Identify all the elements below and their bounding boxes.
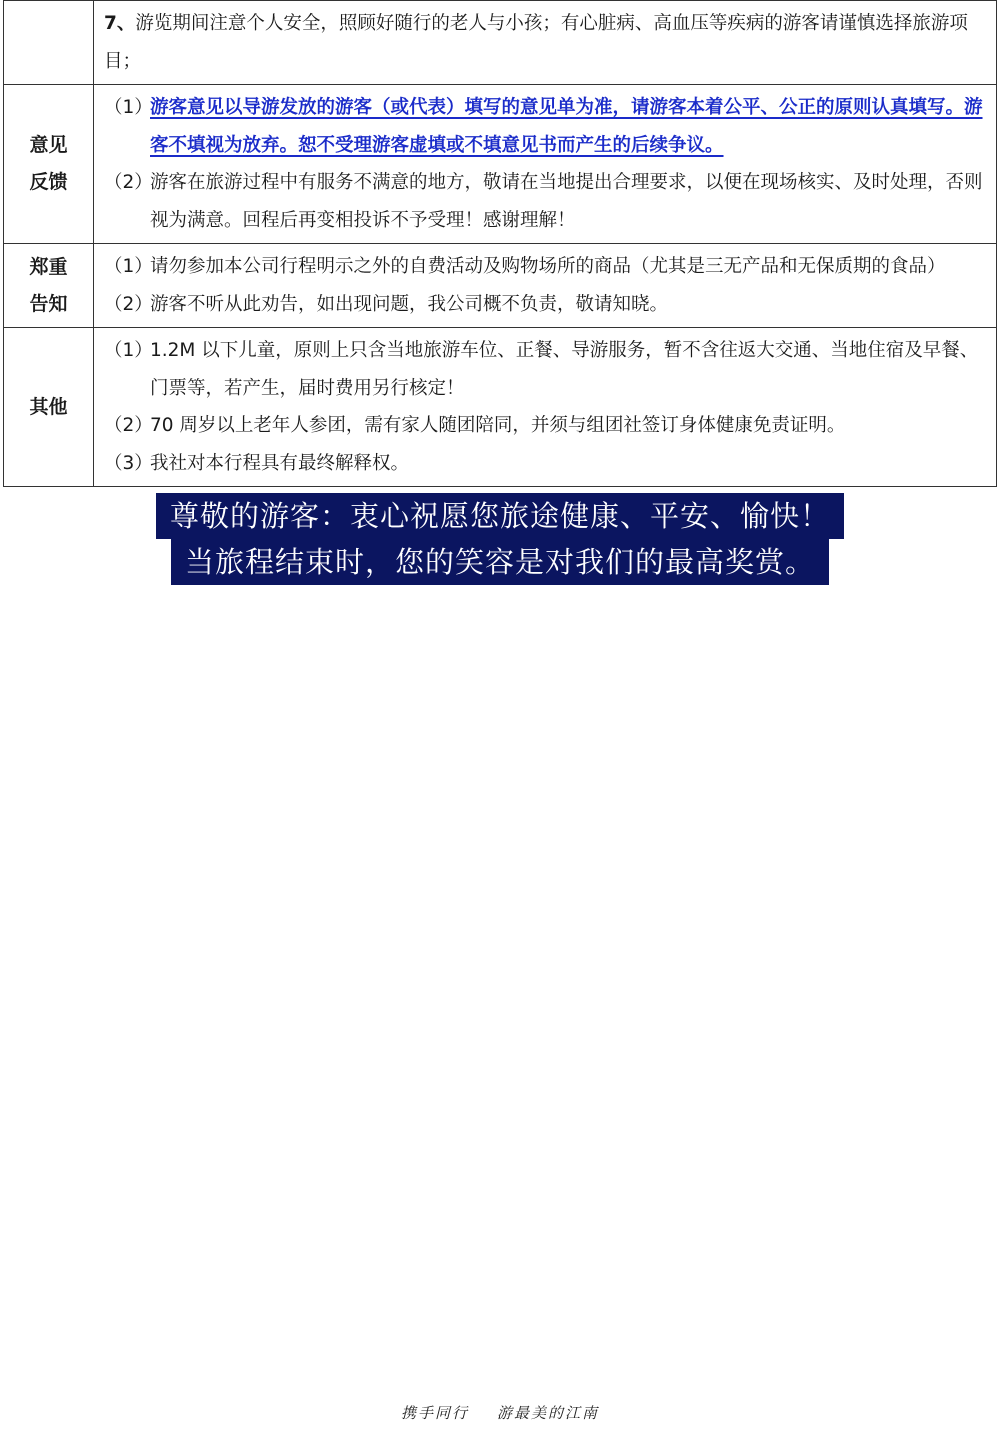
feedback-emphasis-text: 游客意见以导游发放的游客（或代表）填写的意见单为准，请游客本着公平、公正的原则认真填写。游客不填视为放弃。恕不受理游客虚填或不填意见书而产生的后续争议。 [150, 97, 983, 156]
item-number: （1） [104, 97, 153, 118]
item-text: 游客在旅游过程中有服务不满意的地方，敬请在当地提出合理要求，以便在现场核实、及时处理，否则视为满意。回程后再变相投诉不予受理！感谢理解！ [150, 172, 983, 231]
notice-label-line2: 告知 [29, 292, 68, 315]
item-number: （3） [104, 452, 153, 474]
notice-label [4, 244, 94, 328]
safety-note-cell [94, 1, 997, 85]
item-number: （2） [104, 293, 153, 315]
notice-label-line1: 郑重 [29, 255, 68, 278]
item-number: 7、 [104, 13, 136, 34]
greeting-banner [0, 493, 1000, 585]
item-text: 1.2M 以下儿童，原则上只含当地旅游车位、正餐、导游服务，暂不含往返大交通、当地住宿及早餐、门票等，若产生，届时费用另行核定！ [150, 340, 979, 399]
other-item-1 [104, 332, 990, 407]
notice-item-2 [104, 286, 990, 324]
item-text: 游客不听从此劝告，如出现问题，我公司概不负责，敬请知晓。 [150, 293, 669, 315]
greeting-line-1: 尊敬的游客：衷心祝愿您旅途健康、平安、愉快！ [156, 493, 844, 539]
table-row-feedback [4, 85, 997, 244]
table-row [4, 1, 997, 85]
feedback-label [4, 85, 94, 244]
feedback-label-line2: 反馈 [29, 171, 68, 193]
other-item-3 [104, 445, 990, 483]
item-number: （2） [104, 172, 153, 193]
other-label: 其他 [4, 328, 94, 487]
other-item-2 [104, 407, 990, 445]
footer-slogan-right: 游最美的江南 [497, 1404, 600, 1422]
notice-content [94, 244, 997, 328]
feedback-item-2 [104, 164, 990, 239]
greeting-line-2: 当旅程结束时，您的笑容是对我们的最高奖赏。 [171, 539, 829, 585]
item-number: （1） [104, 256, 153, 277]
table-row-notice [4, 244, 997, 328]
feedback-content [94, 85, 997, 244]
item-text: 请勿参加本公司行程明示之外的自费活动及购物场所的商品（尤其是三无产品和无保质期的食品） [150, 256, 946, 277]
travel-notes-table [3, 0, 997, 487]
page-footer [0, 1402, 1000, 1423]
other-content [94, 328, 997, 487]
notice-item-1 [104, 248, 990, 286]
safety-note [104, 5, 990, 80]
footer-slogan-left: 携手同行 [400, 1404, 469, 1422]
item-number: （1） [104, 340, 153, 361]
item-text: 游览期间注意个人安全，照顾好随行的老人与小孩；有心脏病、高血压等疾病的游客请谨慎选择旅游项目； [104, 13, 968, 72]
item-text: 70 周岁以上老年人参团，需有家人随团陪同，并须与组团社签订身体健康免责证明。 [150, 415, 846, 436]
feedback-item-1 [104, 89, 990, 164]
item-number: （2） [104, 415, 153, 436]
row-label-empty [4, 1, 94, 85]
item-text: 我社对本行程具有最终解释权。 [150, 452, 410, 474]
feedback-label-line1: 意见 [29, 134, 68, 156]
table-row-other [4, 328, 997, 487]
